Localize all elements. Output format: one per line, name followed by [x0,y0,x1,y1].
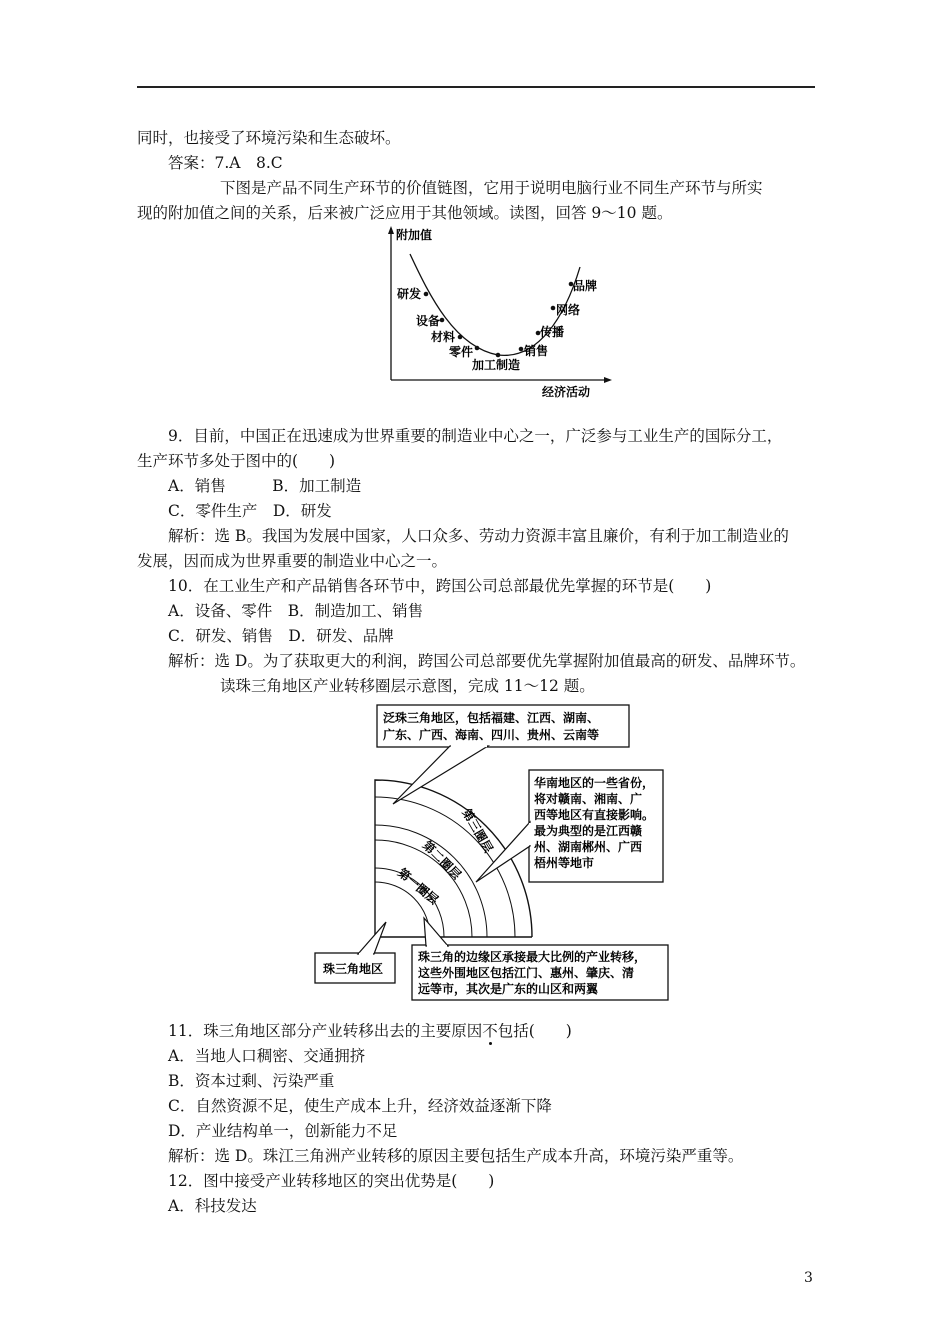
ring-2-label: 第二圈层 [419,838,464,883]
option-line: D．产业结构单一，创新能力不足 [168,1122,398,1140]
option-line: A．科技发达 [168,1197,257,1215]
question-11 [168,1021,572,1041]
emphasis-not: 不 [482,1022,498,1040]
chart-point-label: 研发 [397,287,422,301]
callout-pointer-left [358,922,386,954]
option-line: C．自然资源不足，使生产成本上升，经济效益逐渐下降 [168,1097,552,1115]
chart-point-label: 设备 [416,314,441,328]
callout-top-line: 泛珠三角地区，包括福建、江西、湖南、 [383,711,600,725]
q11-text: 11．珠三角地区部分产业转移出去的主要原因 [168,1022,483,1040]
option-line: C．零件生产 D．研发 [168,502,332,520]
chart-point-label: 网络 [556,303,581,317]
callout-right-line: 华南地区的一些省份， [534,776,655,790]
option-line: C．研发、销售 D．研发、品牌 [168,627,394,645]
header-rule [137,86,815,88]
chart-point [475,346,480,351]
chart-point [496,353,501,358]
prd-ring-diagram [300,700,680,1005]
chart-point-label: 加工制造 [472,358,521,372]
diagram-intro: 读珠三角地区产业转移圈层示意图，完成 11～12 题。 [220,677,595,695]
chart-point-label: 传播 [540,325,565,339]
chart-point-label: 零件 [449,345,474,359]
callout-pointer-bottom [424,918,448,946]
chart-point [458,335,463,340]
ring-3-label: 第三圈层 [459,806,496,856]
analysis-10: 解析：选 D。为了获取更大的利润，跨国公司总部要优先掌握附加值最高的研发、品牌环节。 [168,652,806,670]
callout-right-line: 梧州等地市 [534,856,595,870]
callout-bottom-line: 远等市，其次是广东的山区和两翼 [418,982,599,996]
callout-bottom-line: 珠三角的边缘区承接最大比例的产业转移， [418,950,647,964]
callout-right-line: 将对赣南、湘南、广 [534,792,643,806]
option-line: A．设备、零件 B．制造加工、销售 [168,602,424,620]
option-line: A．销售 B．加工制造 [168,477,362,495]
analysis-9-cont: 发展，因而成为世界重要的制造业中心之一。 [137,552,448,570]
chart-point-label: 品牌 [573,279,598,293]
callout-right-line: 州、湖南郴州、广西 [534,840,643,854]
callout-top-line: 广东、广西、海南、四川、贵州、云南等 [383,728,600,742]
y-axis-arrow [388,226,394,234]
chart-point [519,347,524,352]
text-line: 同时，也接受了环境污染和生态破坏。 [137,129,401,147]
x-axis-arrow [604,377,612,383]
analysis-9: 解析：选 B。我国为发展中国家，人口众多、劳动力资源丰富且廉价，有利于加工制造业的 [168,527,789,545]
question-12: 12．图中接受产业转移地区的突出优势是( ) [168,1172,495,1190]
callout-text-left: 珠三角地区 [323,962,384,976]
answer-line: 答案：7.A 8.C [168,154,283,172]
y-axis-label: 附加值 [396,228,433,242]
question-10: 10．在工业生产和产品销售各环节中，跨国公司总部最优先掌握的环节是( ) [168,577,712,595]
q11-text-end: 包括( ) [497,1022,572,1040]
value-chain-chart [370,222,620,402]
text-line: 下图是产品不同生产环节的价值链图，它用于说明电脑行业不同生产环节与所实 [220,179,763,197]
ring-1-label: 第一圈层 [395,865,441,908]
callout-pointer-top [393,746,488,804]
chart-point-label: 材料 [431,330,456,344]
chart-point-label: 销售 [524,344,549,358]
chart-point [424,292,429,297]
analysis-11: 解析：选 D。珠江三角洲产业转移的原因主要包括生产成本升高，环境污染严重等。 [168,1147,744,1165]
callout-bottom-line: 这些外围地区包括江门、惠州、肇庆、清 [418,966,635,980]
x-axis-label: 经济活动 [542,385,591,399]
callout-right-line: 西等地区有直接影响。 [534,808,655,822]
chart-point [440,318,445,323]
question-9: 9．目前，中国正在迅速成为世界重要的制造业中心之一，广泛参与工业生产的国际分工， [168,427,783,445]
text-line: 现的附加值之间的关系，后来被广泛应用于其他领域。读图，回答 9～10 题。 [137,204,673,222]
option-line: B．资本过剩、污染严重 [168,1072,335,1090]
callout-right-line: 最为典型的是江西赣 [534,824,643,838]
chart-point [551,306,556,311]
question-9-cont: 生产环节多处于图中的( ) [137,452,336,470]
option-line: A．当地人口稠密、交通拥挤 [168,1047,366,1065]
page-number: 3 [804,1270,813,1286]
